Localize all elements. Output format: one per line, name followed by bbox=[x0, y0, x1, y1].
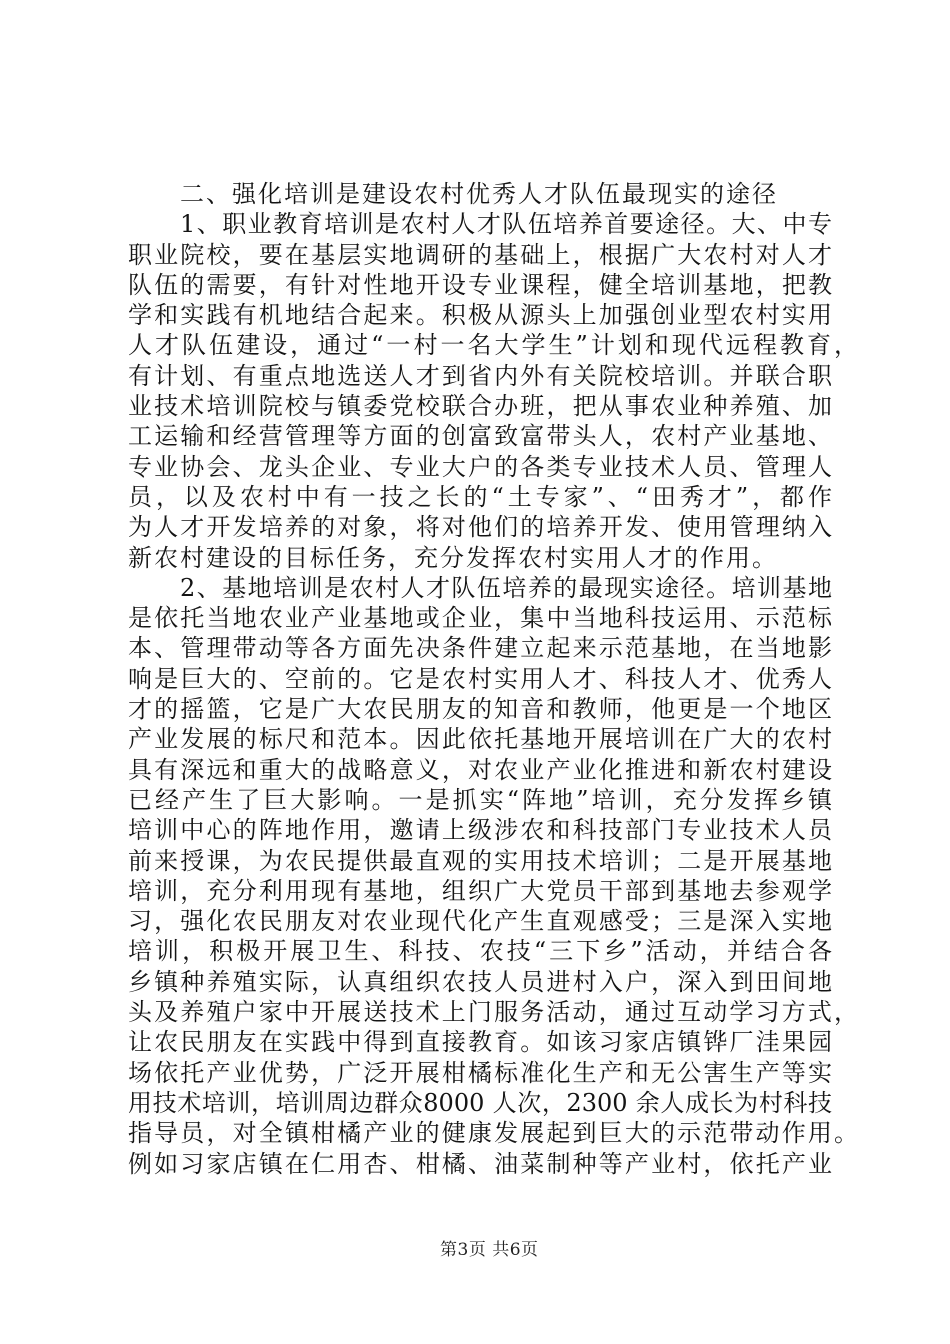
paragraph-line: 2、基地培训是农村人才队伍培养的最现实途径。培训基地 bbox=[180, 573, 832, 602]
paragraph-line: 习，强化农民朋友对农业现代化产生直观感受；三是深入实地 bbox=[128, 907, 832, 936]
paragraph-line: 本、管理带动等各方面先决条件建立起来示范基地，在当地影 bbox=[128, 634, 832, 663]
page-number-footer: 第3页 共6页 bbox=[440, 1240, 539, 1260]
paragraph-line: 让农民朋友在实践中得到直接教育。如该习家店镇铧厂洼果园 bbox=[128, 1028, 832, 1057]
paragraph-1 bbox=[128, 209, 858, 573]
paragraph-line: 产业发展的标尺和范本。因此依托基地开展培训在广大的农村 bbox=[128, 725, 832, 754]
paragraph-line: 为人才开发培养的对象，将对他们的培养开发、使用管理纳入 bbox=[128, 513, 832, 542]
paragraph-line: 1、职业教育培训是农村人才队伍培养首要途径。大、中专 bbox=[180, 210, 832, 239]
paragraph-line: 培训，充分利用现有基地，组织广大党员干部到基地去参观学 bbox=[128, 876, 832, 905]
paragraph-line: 前来授课，为农民提供最直观的实用技术培训；二是开展基地 bbox=[128, 846, 832, 875]
paragraph-line: 场依托产业优势，广泛开展柑橘标准化生产和无公害生产等实 bbox=[128, 1058, 832, 1087]
paragraph-line: 新农村建设的目标任务，充分发挥农村实用人才的作用。 bbox=[128, 543, 778, 572]
paragraph-line: 乡镇种养殖实际，认真组织农技人员进村入户，深入到田间地 bbox=[128, 967, 832, 996]
paragraph-line: 才的摇篮，它是广大农民朋友的知音和教师，他更是一个地区 bbox=[128, 695, 832, 724]
paragraph-line: 是依托当地农业产业基地或企业，集中当地科技运用、示范标 bbox=[128, 604, 832, 633]
paragraph-2 bbox=[128, 573, 858, 1179]
paragraph-line: 员，以及农村中有一技之长的“土专家”、“田秀才”，都作 bbox=[128, 482, 832, 511]
paragraph-line: 用技术培训，培训周边群众8000 人次，2300 余人成长为村科技 bbox=[128, 1088, 832, 1117]
paragraph-line: 例如习家店镇在仁用杏、柑橘、油菜制种等产业村，依托产业 bbox=[128, 1149, 832, 1178]
document-body bbox=[128, 179, 858, 1179]
paragraph-line: 职业院校，要在基层实地调研的基础上，根据广大农村对人才 bbox=[128, 240, 832, 269]
paragraph-line: 有计划、有重点地选送人才到省内外有关院校培训。并联合职 bbox=[128, 361, 832, 390]
paragraph-line: 培训中心的阵地作用，邀请上级涉农和科技部门专业技术人员 bbox=[128, 816, 832, 845]
paragraph-line: 工运输和经营管理等方面的创富致富带头人，农村产业基地、 bbox=[128, 422, 832, 451]
paragraph-line: 人才队伍建设，通过“一村一名大学生”计划和现代远程教育， bbox=[128, 331, 858, 360]
paragraph-line: 专业协会、龙头企业、专业大户的各类专业技术人员、管理人 bbox=[128, 452, 832, 481]
paragraph-line: 学和实践有机地结合起来。积极从源头上加强创业型农村实用 bbox=[128, 301, 832, 330]
section-heading: 二、强化培训是建设农村优秀人才队伍最现实的途径 bbox=[180, 180, 778, 208]
paragraph-line: 响是巨大的、空前的。它是农村实用人才、科技人才、优秀人 bbox=[128, 664, 832, 693]
paragraph-line: 队伍的需要，有针对性地开设专业课程，健全培训基地，把教 bbox=[128, 270, 832, 299]
paragraph-line: 指导员，对全镇柑橘产业的健康发展起到巨大的示范带动作用。 bbox=[128, 1119, 858, 1148]
paragraph-line: 培训，积极开展卫生、科技、农技“三下乡”活动，并结合各 bbox=[128, 937, 832, 966]
paragraph-line: 具有深远和重大的战略意义，对农业产业化推进和新农村建设 bbox=[128, 755, 832, 784]
paragraph-line: 业技术培训院校与镇委党校联合办班，把从事农业种养殖、加 bbox=[128, 392, 832, 421]
paragraph-line: 已经产生了巨大影响。一是抓实“阵地”培训，充分发挥乡镇 bbox=[128, 785, 832, 814]
paragraph-line: 头及养殖户家中开展送技术上门服务活动，通过互动学习方式， bbox=[128, 998, 858, 1027]
